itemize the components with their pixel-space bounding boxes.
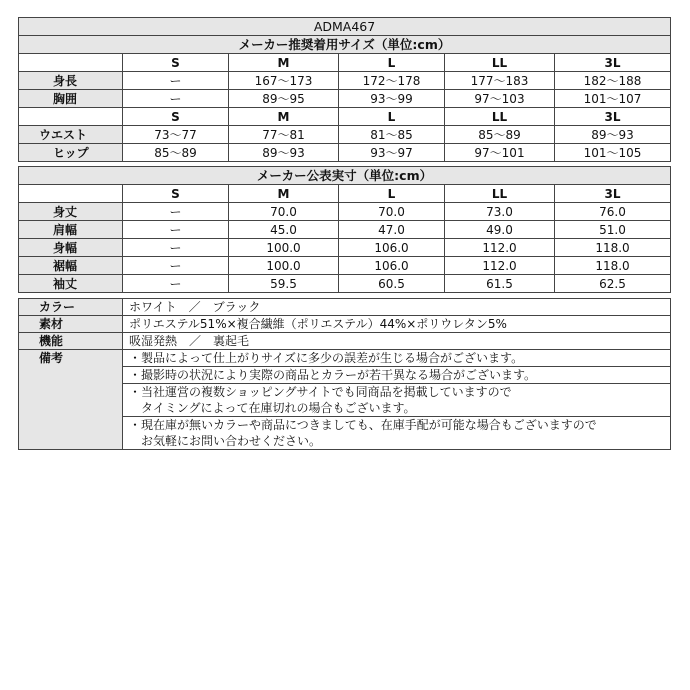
- table-cell: 73〜77: [123, 126, 229, 144]
- note-line: ・撮影時の状況により実際の商品とカラーが若干異なる場合がございます。: [123, 367, 671, 384]
- table-cell: 93〜99: [339, 90, 445, 108]
- table-row: [19, 350, 671, 367]
- note-line: ・現在庫が無いカラーや商品につきましても、在庫手配が可能な場合もございますので: [123, 417, 671, 434]
- table-cell: 73.0: [445, 203, 555, 221]
- table-row: [19, 333, 671, 350]
- table-cell: 70.0: [229, 203, 339, 221]
- table-cell: 106.0: [339, 257, 445, 275]
- recommended-size-title: メーカー推奨着用サイズ（単位:cm）: [19, 36, 671, 54]
- size-header-row: [19, 108, 671, 126]
- table-cell: 47.0: [339, 221, 445, 239]
- table-cell: 81〜85: [339, 126, 445, 144]
- table-row: [19, 90, 671, 108]
- table-cell: 112.0: [445, 257, 555, 275]
- size-header: S: [123, 108, 229, 126]
- table-row: [19, 316, 671, 333]
- table-cell: 100.0: [229, 239, 339, 257]
- size-header-row: [19, 54, 671, 72]
- recommended-size-table: [18, 17, 671, 162]
- table-cell: ー: [123, 72, 229, 90]
- function-value: 吸湿発熱 ／ 裏起毛: [123, 333, 671, 350]
- size-header: 3L: [555, 108, 671, 126]
- table-row: [19, 72, 671, 90]
- row-label-height: 身長: [19, 72, 123, 90]
- row-label-sleeve: 袖丈: [19, 275, 123, 293]
- table-cell: 51.0: [555, 221, 671, 239]
- table-row: [19, 203, 671, 221]
- table-cell: 112.0: [445, 239, 555, 257]
- table-cell: ー: [123, 239, 229, 257]
- corner-cell: [19, 108, 123, 126]
- table-cell: 100.0: [229, 257, 339, 275]
- row-label-waist: ウエスト: [19, 126, 123, 144]
- note-line: タイミングによって在庫切れの場合もございます。: [123, 400, 671, 417]
- size-header: M: [229, 108, 339, 126]
- table-cell: 62.5: [555, 275, 671, 293]
- row-label-function: 機能: [19, 333, 123, 350]
- table-row: [19, 144, 671, 162]
- size-header: M: [229, 185, 339, 203]
- row-label-notes: 備考: [19, 350, 123, 450]
- size-header: 3L: [555, 185, 671, 203]
- table-cell: 101〜107: [555, 90, 671, 108]
- table-row: [19, 299, 671, 316]
- table-cell: 89〜95: [229, 90, 339, 108]
- size-header: M: [229, 54, 339, 72]
- size-header: S: [123, 185, 229, 203]
- table-cell: 93〜97: [339, 144, 445, 162]
- table-cell: 177〜183: [445, 72, 555, 90]
- table-row: [19, 221, 671, 239]
- size-header: LL: [445, 54, 555, 72]
- table-cell: 49.0: [445, 221, 555, 239]
- table-cell: 45.0: [229, 221, 339, 239]
- corner-cell: [19, 185, 123, 203]
- size-header: S: [123, 54, 229, 72]
- table-cell: 106.0: [339, 239, 445, 257]
- material-value: ポリエステル51%×複合繊維（ポリエステル）44%×ポリウレタン5%: [123, 316, 671, 333]
- table-row: [19, 239, 671, 257]
- table-cell: 85〜89: [445, 126, 555, 144]
- color-value: ホワイト ／ ブラック: [123, 299, 671, 316]
- table-cell: 59.5: [229, 275, 339, 293]
- row-label-chest: 胸囲: [19, 90, 123, 108]
- note-line: お気軽にお問い合わせください。: [123, 433, 671, 450]
- table-cell: 61.5: [445, 275, 555, 293]
- note-line: ・当社運営の複数ショッピングサイトでも同商品を掲載していますので: [123, 384, 671, 401]
- table-row: [19, 126, 671, 144]
- actual-measurement-title: メーカー公表実寸（単位:cm）: [19, 167, 671, 185]
- row-label-hem-width: 裾幅: [19, 257, 123, 275]
- table-cell: 76.0: [555, 203, 671, 221]
- row-label-body-width: 身幅: [19, 239, 123, 257]
- table-cell: 182〜188: [555, 72, 671, 90]
- table-row: [19, 275, 671, 293]
- table-cell: 70.0: [339, 203, 445, 221]
- row-label-shoulder: 肩幅: [19, 221, 123, 239]
- table-cell: 118.0: [555, 257, 671, 275]
- table-cell: ー: [123, 275, 229, 293]
- corner-cell: [19, 54, 123, 72]
- row-label-length: 身丈: [19, 203, 123, 221]
- table-cell: 97〜103: [445, 90, 555, 108]
- table-cell: 167〜173: [229, 72, 339, 90]
- row-label-hip: ヒップ: [19, 144, 123, 162]
- size-header: L: [339, 108, 445, 126]
- table-cell: 89〜93: [555, 126, 671, 144]
- table-cell: ー: [123, 221, 229, 239]
- size-header: LL: [445, 108, 555, 126]
- product-code: ADMA467: [19, 18, 671, 36]
- table-cell: 101〜105: [555, 144, 671, 162]
- table-cell: 97〜101: [445, 144, 555, 162]
- size-header: L: [339, 185, 445, 203]
- table-cell: 60.5: [339, 275, 445, 293]
- table-cell: 172〜178: [339, 72, 445, 90]
- table-cell: ー: [123, 90, 229, 108]
- table-cell: 85〜89: [123, 144, 229, 162]
- table-cell: 118.0: [555, 239, 671, 257]
- table-row: [19, 257, 671, 275]
- table-cell: 77〜81: [229, 126, 339, 144]
- note-line: ・製品によって仕上がりサイズに多少の誤差が生じる場合がございます。: [123, 350, 671, 367]
- table-cell: ー: [123, 257, 229, 275]
- size-header-row: [19, 185, 671, 203]
- size-header: L: [339, 54, 445, 72]
- row-label-color: カラー: [19, 299, 123, 316]
- row-label-material: 素材: [19, 316, 123, 333]
- product-info-table: [18, 298, 671, 450]
- size-header: LL: [445, 185, 555, 203]
- table-cell: ー: [123, 203, 229, 221]
- size-header: 3L: [555, 54, 671, 72]
- actual-measurement-table: [18, 166, 671, 293]
- table-cell: 89〜93: [229, 144, 339, 162]
